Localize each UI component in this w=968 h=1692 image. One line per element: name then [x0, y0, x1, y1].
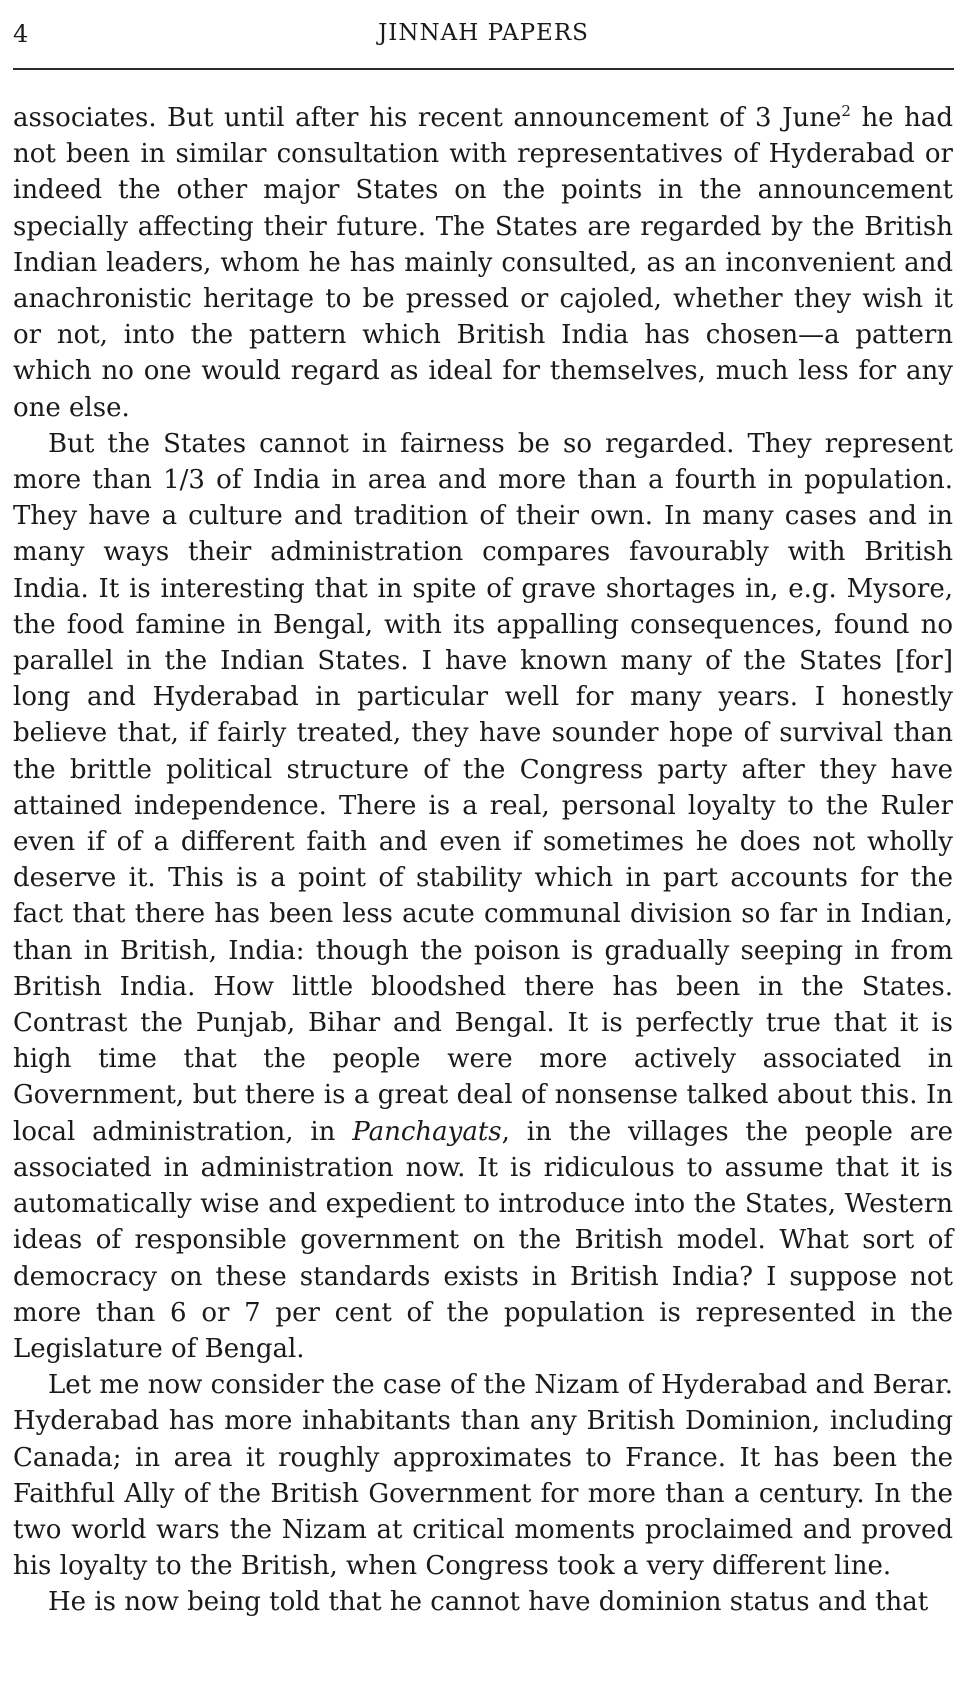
italic-term-panchayats: Panchayats: [352, 1116, 502, 1147]
paragraph-1-text-continued: he had not been in similar consultation with representatives of Hyderabad or indeed the other major States on the points in the announcement specially affecting their future. The States are regarded by the British Indian leaders, whom he has mainly consulted, as an inconvenient and anachronistic heritage to be pressed or cajoled, whether they wish it or not, into the pattern which British India has chosen—a pattern which no one would regard as ideal for themselves, much less for any one else.: [13, 103, 953, 423]
page-number: 4: [13, 20, 29, 48]
page-header: [13, 16, 954, 70]
paragraph-1-text: associates. But until after his recent announcement of 3 June: [13, 103, 842, 133]
running-head: JINNAH PAPERS: [378, 20, 589, 46]
paragraph-3: Let me now consider the case of the Nizam of Hyderabad and Berar. Hyderabad has more inhabitants than any British Dominion, including Canada; in area it roughly approximates to France. It has been the Faithful Ally of the British Government for more than a century. In the two world wars the Nizam at critical moments proclaimed and proved his loyalty to the British, when Congress took a very different line.: [13, 1370, 953, 1582]
paragraph-2-text: But the States cannot in fairness be so regarded. They represent more than 1/3 of India in area and more than a fourth in population. They have a culture and tradition of their own. In many cases and in many ways their administration compares favourably with British India. It is interesting that in spite of grave shortages in, e.g. Mysore, the food famine in Bengal, with its appalling consequences, found no parallel in the Indian States. I have known many of the States [for] long and Hyderabad in particular well for many years. I honestly believe that, if fairly treated, they have sounder hope of survival than the brittle political structure of the Congress party after they have attained independence. There is a real, personal loyalty to the Ruler even if of a different faith and even if sometimes he does not wholly deserve it. This is a point of stability which in part accounts for the fact that there has been less acute communal division so far in Indian, than in British, India: though the poison is gradually seeping in from British India. How little bloodshed there has been in the States. Contrast the Punjab, Bihar and Bengal. It is perfectly true that it is high time that the people were more actively associated in Government, but there is a great deal of nonsense talked about this. In local administration, in: [13, 428, 953, 1147]
text-body: [13, 100, 953, 1621]
paragraph-2: [13, 426, 953, 1367]
footnote-ref-2: 2: [841, 102, 851, 120]
paragraph-4: He is now being told that he cannot have dominion status and that: [48, 1587, 929, 1618]
paragraph-2-text-continued: , in the villages the people are associated in administration now. It is ridiculous to assume that it is automatically wise and expedient to introduce into the States, Western ideas of responsible government on the British model. What sort of democracy on these standards exists in British India? I suppose not more than 6 or 7 per cent of the population is represented in the Legislature of Bengal.: [13, 1116, 953, 1364]
paragraph-1: [13, 100, 953, 426]
